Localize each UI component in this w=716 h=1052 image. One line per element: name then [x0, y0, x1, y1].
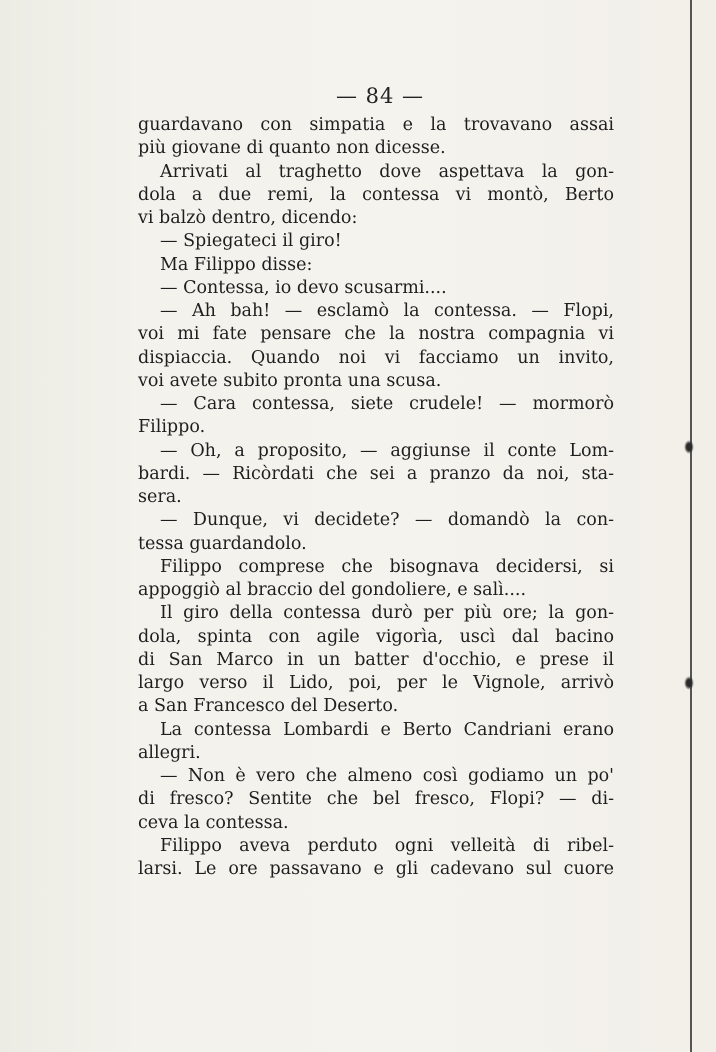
page-number: — 84 —	[335, 84, 425, 108]
text-line: — Spiegateci il giro!	[160, 231, 342, 252]
text-line: voi avete subito pronta una scusa.	[138, 370, 442, 391]
text-line: Filippo comprese che bisognava decidersi, si	[160, 556, 614, 577]
text-line: La contessa Lombardi e Berto Candriani erano	[160, 719, 614, 740]
text-line: di San Marco in un batter d'occhio, e prese il	[138, 649, 614, 670]
body-text	[138, 114, 614, 881]
text-line: appoggiò al braccio del gondoliere, e salì....	[138, 580, 527, 600]
page-edge-line	[690, 0, 692, 1052]
text-line: allegri.	[138, 742, 201, 763]
text-line: di fresco? Sentite che bel fresco, Flopi? — di-	[138, 789, 614, 810]
text-line: voi mi fate pensare che la nostra compagnia vi	[138, 324, 614, 345]
text-line: ceva la contessa.	[138, 812, 289, 833]
text-line: — Ah bah! — esclamò la contessa. — Flopi,	[160, 301, 614, 321]
text-line: largo verso il Lido, poi, per le Vignole, arrivò	[138, 673, 614, 693]
text-line: dola a due remi, la contessa vi montò, Berto	[138, 184, 614, 205]
text-line: dola, spinta con agile vigorìa, uscì dal bacino	[138, 626, 614, 647]
text-line: vi balzò dentro, dicendo:	[138, 208, 358, 228]
text-line: — Non è vero che almeno così godiamo un po'	[160, 766, 614, 786]
text-line: Filippo aveva perduto ogni velleità di ribel-	[160, 835, 614, 856]
text-line: più giovane di quanto non dicesse.	[138, 138, 446, 159]
text-line: — Cara contessa, siete crudele! — mormorò	[160, 394, 614, 414]
text-line: — Oh, a proposito, — aggiunse il conte Lom-	[160, 440, 614, 461]
text-line: tessa guardandolo.	[138, 533, 307, 554]
page-edge-mark	[684, 440, 694, 454]
text-line: bardi. — Ricòrdati che sei a pranzo da noi, sta-	[138, 463, 614, 484]
text-line: Ma Filippo disse:	[160, 254, 313, 275]
text-line: Filippo.	[138, 417, 206, 438]
text-line: sera.	[138, 487, 182, 507]
text-line: dispiaccia. Quando noi vi facciamo un invito,	[138, 347, 614, 368]
text-line: — Contessa, io devo scusarmi....	[160, 277, 447, 298]
text-line: larsi. Le ore passavano e gli cadevano sul cuore	[138, 859, 614, 879]
text-line: guardavano con simpatia e la trovavano assai	[138, 115, 614, 135]
text-line: Il giro della contessa durò per più ore; la gon-	[160, 603, 614, 624]
text-line: — Dunque, vi decidete? — domandò la con-	[160, 510, 614, 531]
text-line: Arrivati al traghetto dove aspettava la gon-	[160, 161, 614, 182]
page-edge-mark	[684, 676, 694, 690]
text-line: a San Francesco del Deserto.	[138, 696, 399, 717]
